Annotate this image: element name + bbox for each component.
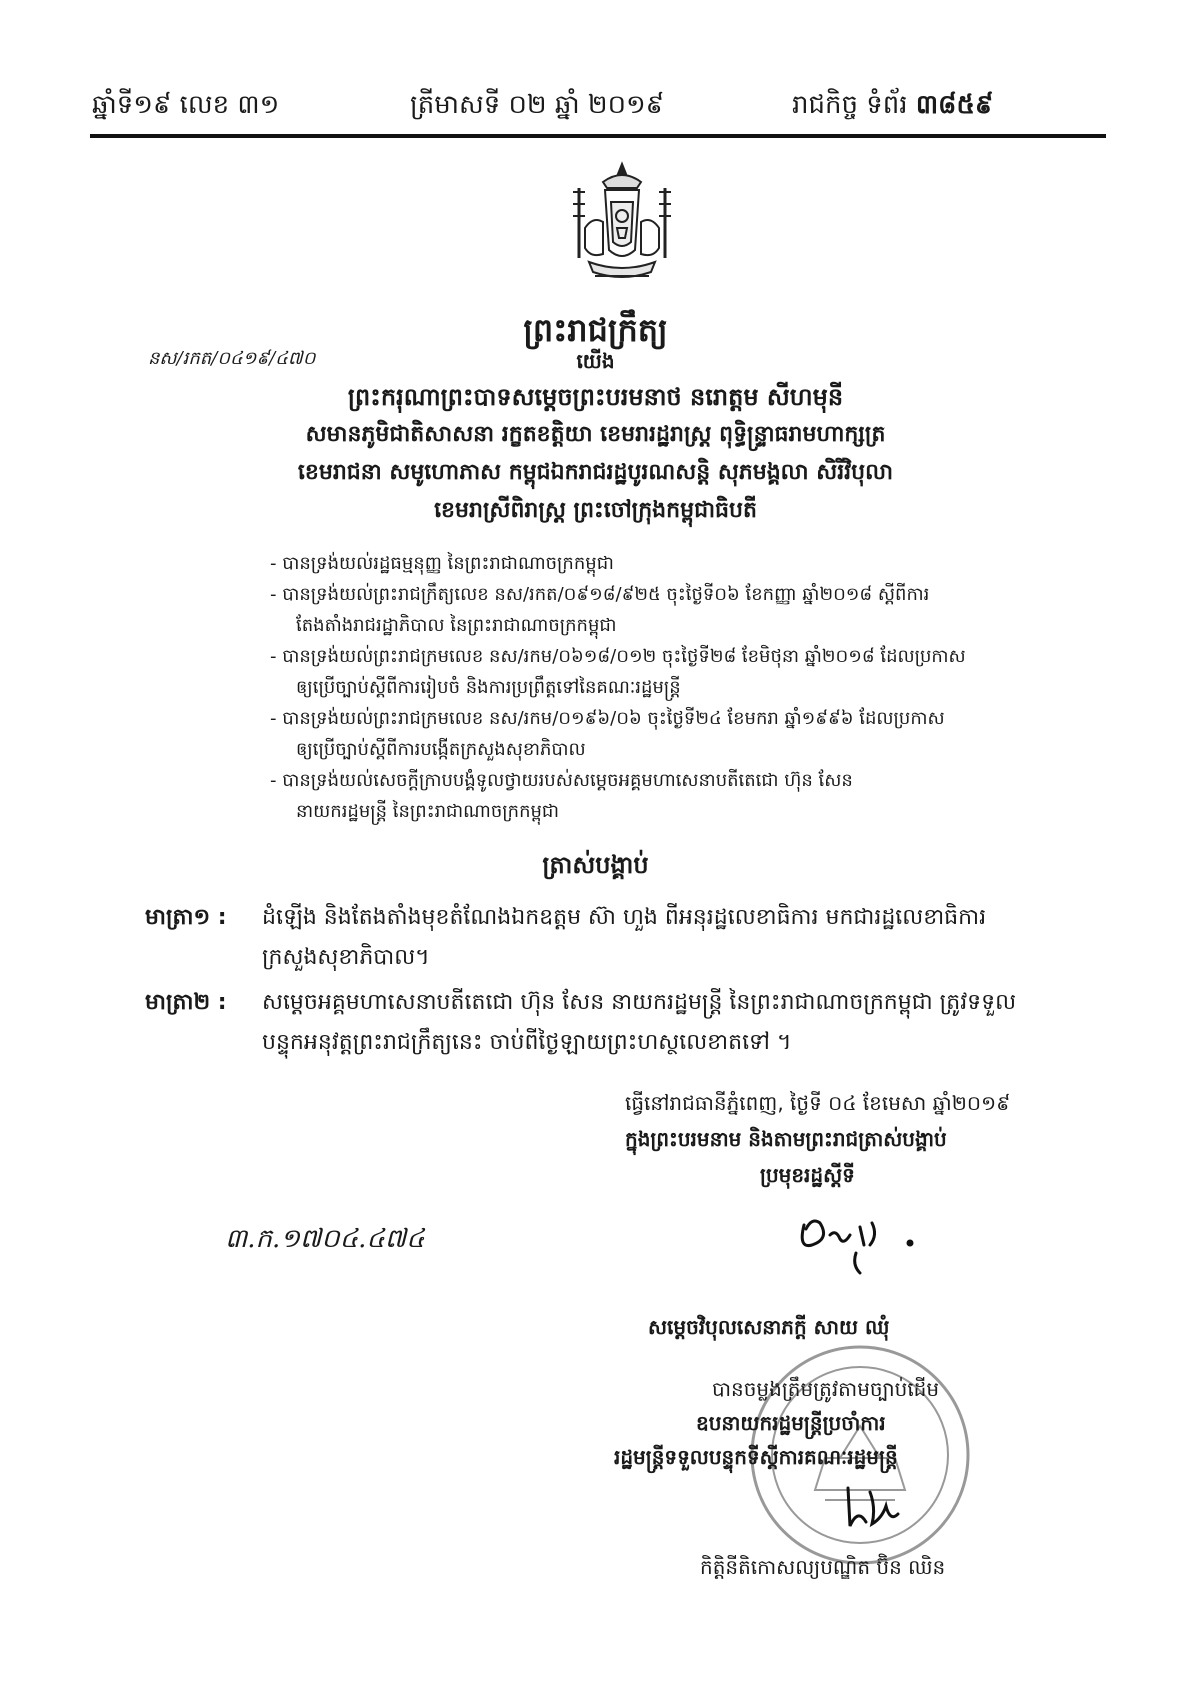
consideration-item-2-cont: តែងតាំងរាជរដ្ឋាភិបាល នៃព្រះរាជាណាចក្រកម្ពុជា — [296, 615, 617, 636]
header-rule — [90, 134, 1106, 138]
consideration-item-3-cont: ឲ្យប្រើច្បាប់ស្ដីពីការរៀបចំ និងការប្រព្រឹត្តទៅនៃគណៈរដ្ឋមន្ត្រី — [296, 677, 681, 698]
decree-reference-number: នស/រកត/០៤១៩/៤៧០ — [148, 348, 316, 369]
considerations-list — [270, 548, 1090, 827]
king-title-line-1: ព្រះករុណាព្រះបាទសម្ដេចព្រះបរមនាថ នរោត្តម សីហមុនី — [347, 383, 844, 411]
yeung-heading: យើង — [576, 349, 615, 373]
king-title-line-3: ខេមរាជនា សមូហោភាស កម្ពុជឯករាជរដ្ឋបូរណសន្តិ សុភមង្គលា សិរីវិបុលា — [297, 460, 894, 485]
signature-certifier-icon — [838, 1478, 908, 1538]
certified-copy-statement: បានចម្លងត្រឹមត្រូវតាមច្បាប់ដើម — [712, 1377, 940, 1401]
signatory-name: សម្ដេចវិបុលសេនាភក្ដី សាយ ឈុំ — [648, 1315, 890, 1339]
place-and-date: ធ្វើនៅរាជធានីភ្នំពេញ, ថ្ងៃទី ០៤ ខែមេសា ឆ្នាំ២០១៩ — [625, 1091, 1011, 1115]
article-2-text-cont: បន្ទុកអនុវត្តព្រះរាជក្រឹត្យនេះ ចាប់ពីថ្ងៃឡាយព្រះហស្ថលេខាតទៅ ។ — [262, 1030, 792, 1055]
consideration-item-2: - បានទ្រង់យល់ព្រះរាជក្រឹត្យលេខ នស/រកត/០៩១៨/៩២៥ ចុះថ្ងៃទី០៦ ខែកញ្ញា ឆ្នាំ២០១៨ ស្ដីពីការ — [270, 584, 930, 605]
gazette-page-number: ៣៨៥៩ — [915, 90, 994, 120]
royal-coat-of-arms-icon — [555, 158, 690, 293]
article-2-label: មាត្រា២ : — [145, 990, 227, 1015]
king-title-line-2: សមានភូមិជាតិសាសនា រក្ខតខត្តិយា ខេមរារដ្ឋរាស្ត្រ ពុទ្ធិន្ទ្រាធរាមហាក្សត្រ — [305, 422, 886, 447]
article-1-label: មាត្រា១ : — [145, 905, 227, 930]
gazette-page — [792, 88, 993, 126]
certifier-position-2: រដ្ឋមន្ត្រីទទួលបន្ទុកទីស្ដីការគណៈរដ្ឋមន្ត្រី — [614, 1445, 898, 1469]
article-1-text-cont: ក្រសួងសុខាភិបាល។ — [262, 945, 430, 970]
gazette-page-prefix: រាជកិច្ច ទំព័រ — [792, 90, 908, 120]
certifier-position-1: ឧបនាយករដ្ឋមន្ត្រីប្រចាំការ — [696, 1411, 886, 1435]
document-type-title: ព្រះរាជក្រឹត្យ — [523, 311, 668, 349]
royal-formula: ក្នុងព្រះបរមនាម និងតាមព្រះរាជត្រាស់បង្គាប់ — [625, 1127, 947, 1151]
gazette-quarter: ត្រីមាសទី ០២ ឆ្នាំ ២០១៩ — [410, 90, 665, 120]
certifier-name: កិត្តិនីតិកោសល្យបណ្ឌិត ប៊ិន ឈិន — [700, 1555, 946, 1579]
head-of-state-title: ប្រមុខរដ្ឋស្ដីទី — [760, 1163, 855, 1187]
consideration-item-5-cont: នាយករដ្ឋមន្ត្រី នៃព្រះរាជាណាចក្រកម្ពុជា — [296, 801, 560, 822]
signature-head-of-state-icon — [790, 1205, 940, 1285]
consideration-item-4-cont: ឲ្យប្រើច្បាប់ស្ដីពីការបង្កើតក្រសួងសុខាភិបាល — [296, 739, 586, 760]
article-1-text: ដំឡើង និងតែងតាំងមុខតំណែងឯកឧត្ដម ស៊ា ហួង ពីអនុរដ្ឋលេខាធិការ មកជារដ្ឋលេខាធិការ — [262, 905, 987, 930]
consideration-item-1: - បានទ្រង់យល់រដ្ឋធម្មនុញ្ញ នៃព្រះរាជាណាចក្រកម្ពុជា — [270, 553, 614, 574]
handwritten-registration-number: ៣.ក.១៧០៤.៤៧៤ — [225, 1224, 425, 1254]
decree-heading: ត្រាស់បង្គាប់ — [542, 851, 649, 879]
consideration-item-4: - បានទ្រង់យល់ព្រះរាជក្រមលេខ នស/រកម/០១៩៦/០៦ ចុះថ្ងៃទី២៤ ខែមករា ឆ្នាំ១៩៩៦ ដែលប្រកាស — [270, 708, 945, 729]
gazette-year-issue: ឆ្នាំទី១៩ លេខ ៣១ — [92, 90, 280, 120]
king-title-line-4: ខេមរាស្រីពិរាស្ត្រ ព្រះចៅក្រុងកម្ពុជាធិបតី — [434, 498, 757, 523]
consideration-item-5: - បានទ្រង់យល់សេចក្ដីក្រាបបង្គំទូលថ្វាយរបស់សម្ដេចអគ្គមហាសេនាបតីតេជោ ហ៊ុន សែន — [270, 770, 853, 791]
consideration-item-3: - បានទ្រង់យល់ព្រះរាជក្រមលេខ នស/រកម/០៦១៨/០១២ ចុះថ្ងៃទី២៨ ខែមិថុនា ឆ្នាំ២០១៨ ដែលប្រកាស — [270, 646, 966, 667]
article-2-text: សម្ដេចអគ្គមហាសេនាបតីតេជោ ហ៊ុន សែន នាយករដ្ឋមន្ត្រី នៃព្រះរាជាណាចក្រកម្ពុជា ត្រូវទទួល — [262, 990, 1017, 1015]
